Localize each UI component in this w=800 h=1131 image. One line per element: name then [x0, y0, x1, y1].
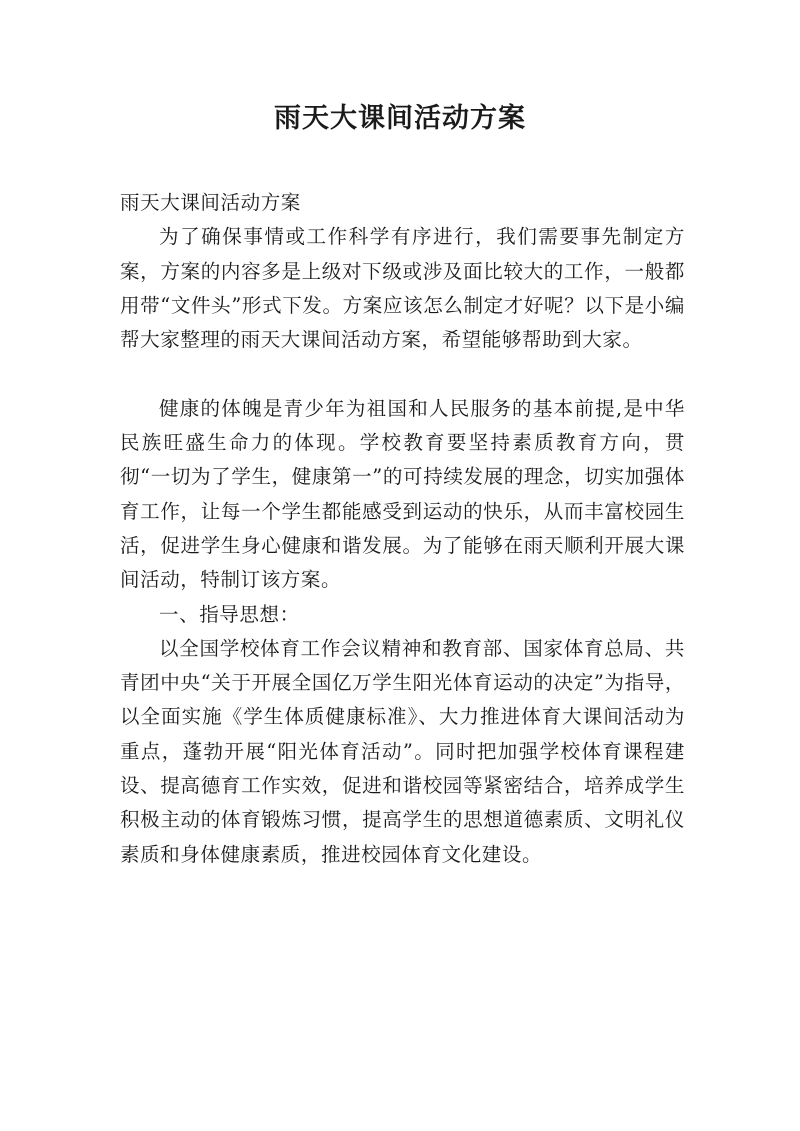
paragraph-gap — [120, 357, 685, 391]
document-subtitle: 雨天大课间活动方案 — [120, 191, 301, 214]
guiding-ideology-paragraph: 以全国学校体育工作会议精神和教育部、国家体育总局、共青团中央“关于开展全国亿万学生阳光体育运动的决定”为指导，以全面实施《学生体质健康标准》、大力推进体育大课间活动为重点，蓬勃开展“阳光体育活动”。同时把加强学校体育课程建设、提高德育工作实效，促进和谐校园等紧密结合，培养成学生积极主动的体育锻炼习惯，提高学生的思想道德素质、文明礼仪素质和身体健康素质，推进校园体育文化建设。 — [120, 636, 685, 866]
section-heading-guiding-ideology: 一、指导思想： — [159, 602, 300, 626]
document-title: 雨天大课间活动方案 — [274, 103, 526, 134]
intro-paragraph: 为了确保事情或工作科学有序进行，我们需要事先制定方案，方案的内容多是上级对下级或涉及面比较大的工作，一般都用带“文件头”形式下发。方案应该怎么制定才好呢？以下是小编帮大家整理的雨天大课间活动方案，希望能够帮助到大家。 — [120, 225, 685, 352]
background-paragraph: 健康的体魄是青少年为祖国和人民服务的基本前提,是中华民族旺盛生命力的体现。学校教育要坚持素质教育方向，贯彻“一切为了学生，健康第一”的可持续发展的理念，切实加强体育工作，让每一个学生都能感受到运动的快乐，从而丰富校园生活，促进学生身心健康和谐发展。为了能够在雨天顺利开展大课间活动，特制订该方案。 — [120, 396, 685, 592]
document-body — [120, 186, 685, 872]
